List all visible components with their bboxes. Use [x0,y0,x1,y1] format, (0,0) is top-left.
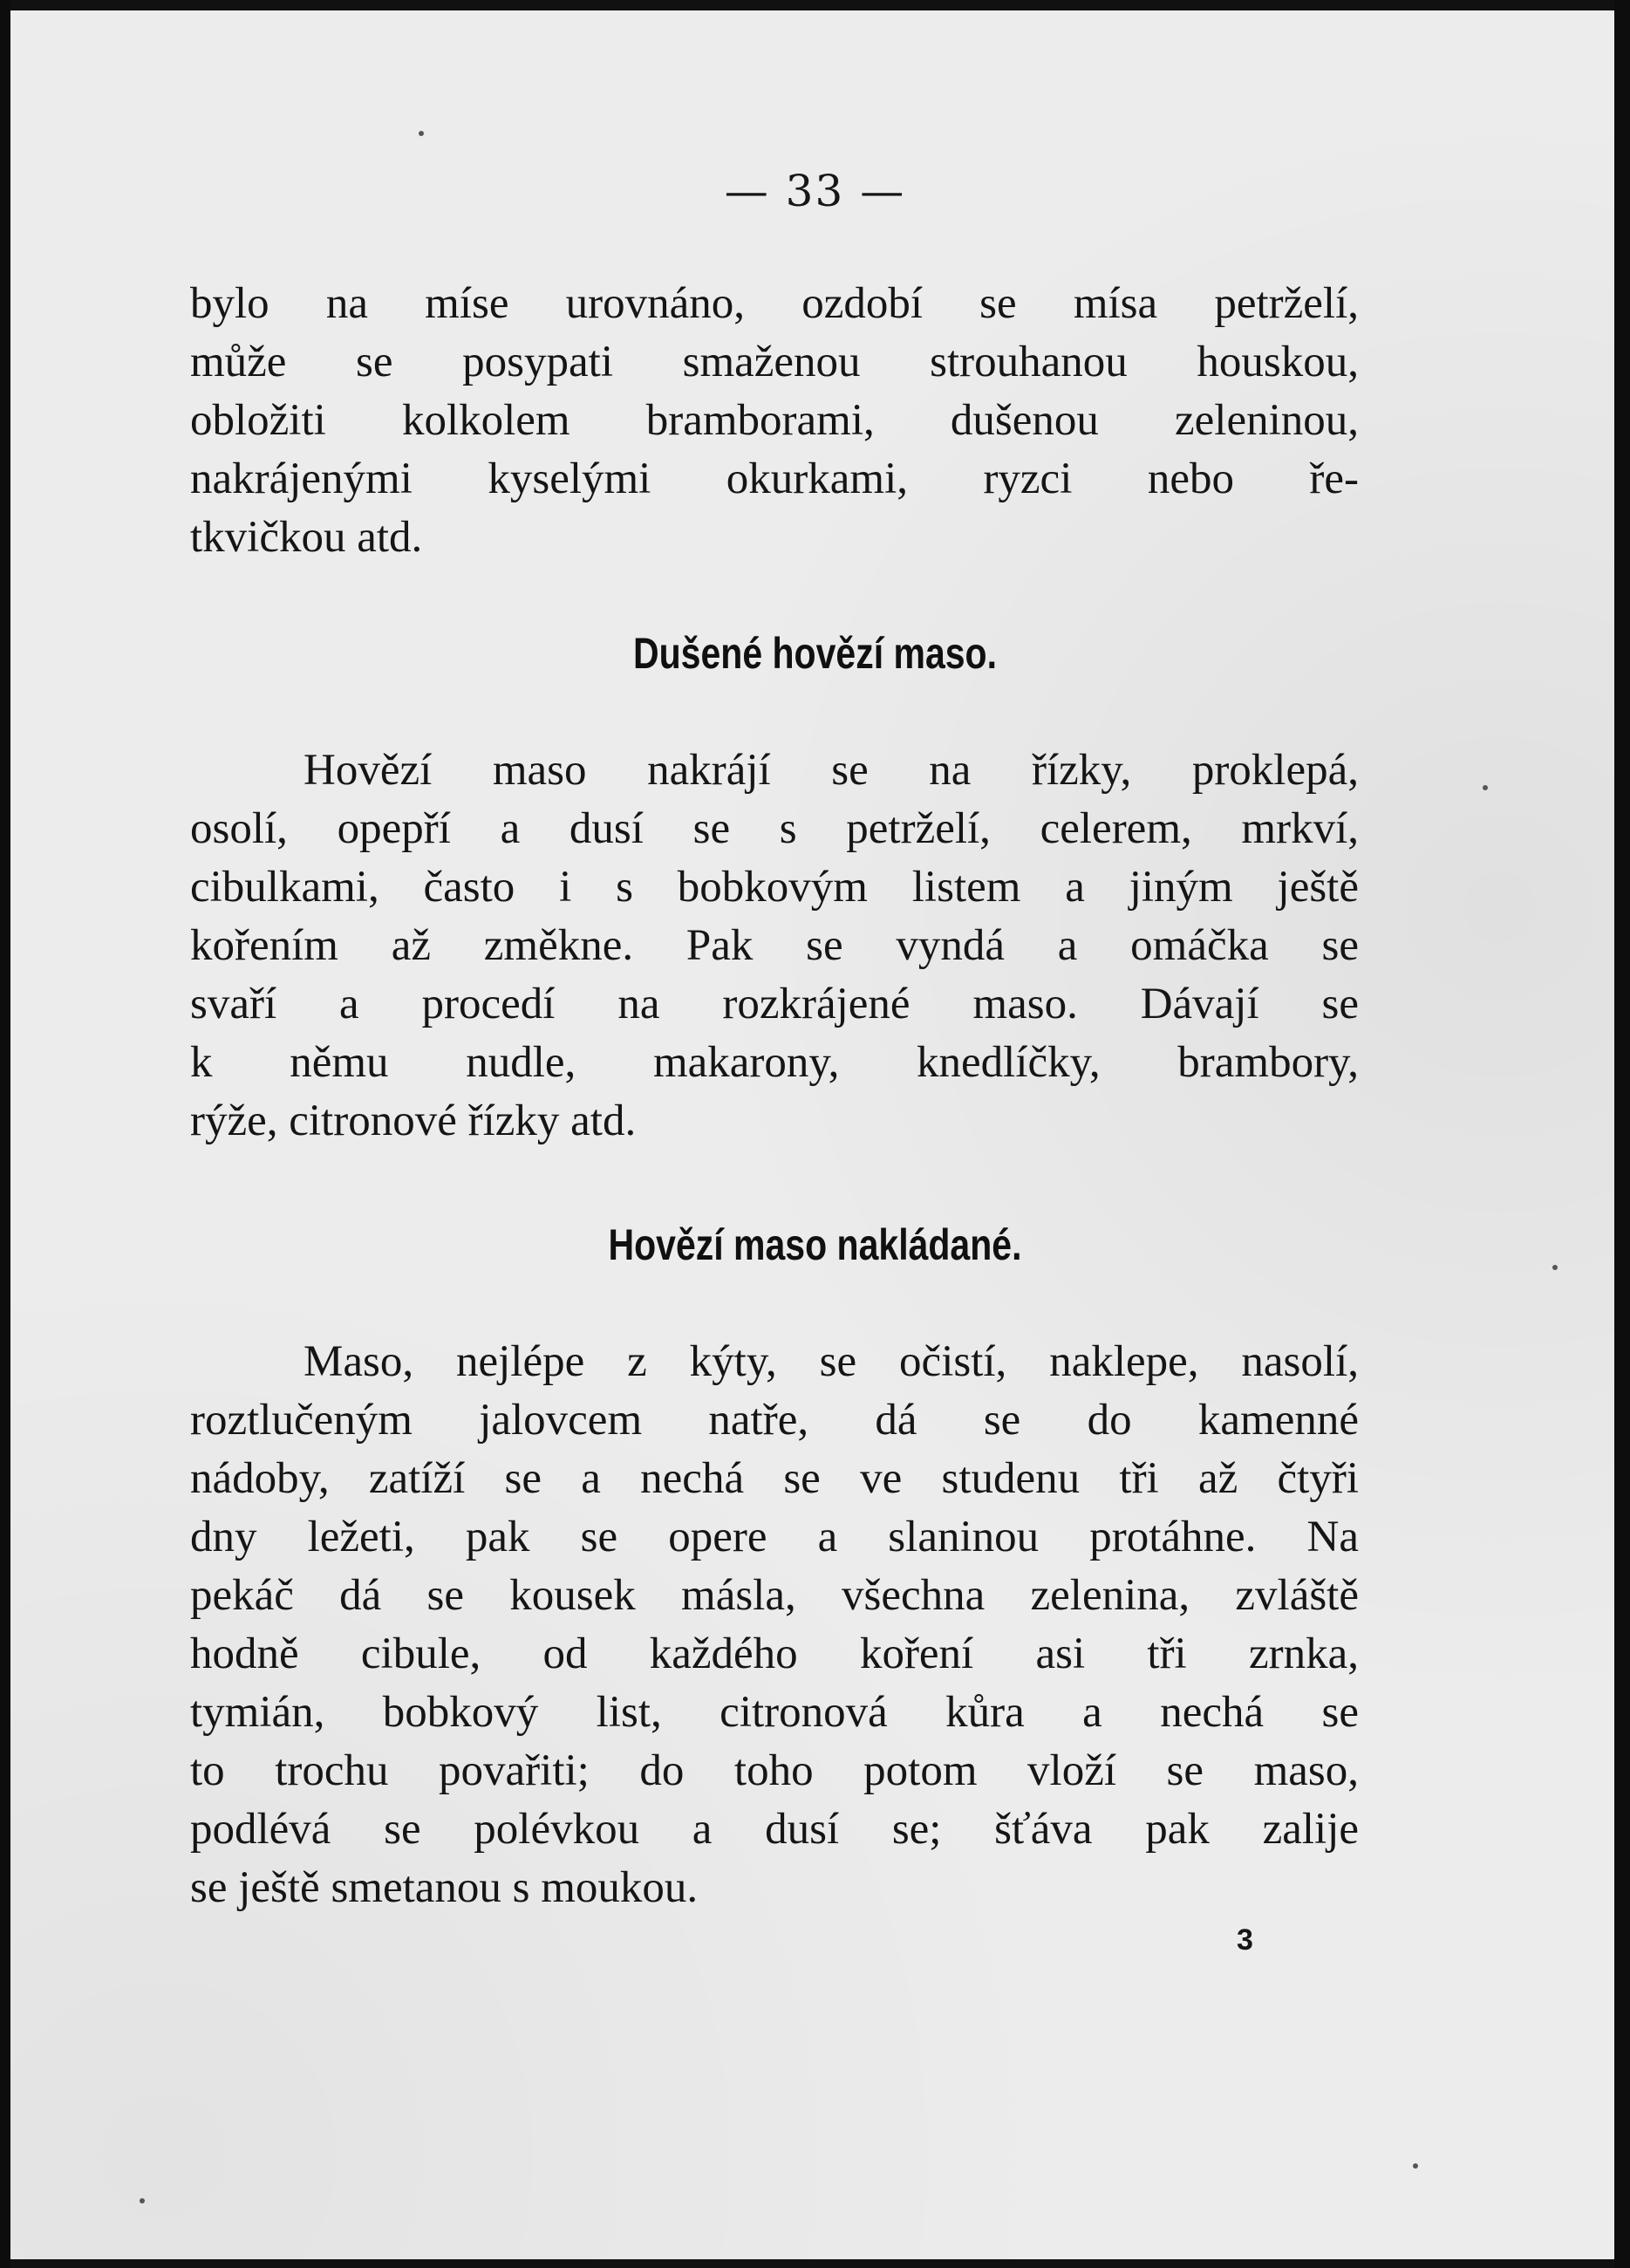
text-line: svaří a procedí na rozkrájené maso. Dávají se [190,980,1359,1028]
text-line: hodně cibule, od každého koření asi tři zrnka, [190,1629,1359,1678]
text-line: obložiti kolkolem bramborami, dušenou zeleninou, [190,396,1359,445]
section-heading-1: Dušené hovězí maso. [633,629,997,678]
text-line: k němu nudle, makarony, knedlíčky, brambory, [190,1038,1359,1087]
text-line: podlévá se polévkou a dusí se; šťáva pak zalije [190,1805,1359,1854]
paragraph-1 [190,275,1359,567]
text-line: tkvičkou atd. [190,513,423,562]
text-line: nakrájenými kyselými okurkami, ryzci nebo ře- [190,454,1359,503]
scan-border-right [1614,0,1630,2268]
text-line: dny ležeti, pak se opere a slaninou protáhne. Na [190,1513,1359,1561]
text-line: rýže, citronové řízky atd. [190,1096,637,1145]
text-line: se ještě smetanou s moukou. [190,1863,699,1912]
text-line: osolí, opepří a dusí se s petrželí, celerem, mrkví, [190,804,1359,853]
section-heading-2: Hovězí maso nakládané. [608,1220,1022,1269]
scan-speck [140,2198,145,2203]
scan-border-top [0,0,1630,10]
text-line: cibulkami, často i s bobkovým listem a jiným ještě [190,863,1359,912]
text-line: bylo na míse urovnáno, ozdobí se mísa petrželí, [190,279,1359,328]
text-line: Maso, nejlépe z kýty, se očistí, naklepe, nasolí, [303,1337,1359,1386]
text-line: roztlučeným jalovcem natře, dá se do kamenné [190,1396,1359,1445]
page-number: — 33 — [724,166,906,216]
scan-speck [419,131,424,136]
paragraph-2 [190,741,1359,1151]
scan-speck [1552,1265,1558,1270]
text-line: to trochu povařiti; do toho potom vloží se maso, [190,1746,1359,1795]
signature-mark: 3 [1237,1923,1253,1957]
text-line: pekáč dá se kousek másla, všechna zelenina, zvláště [190,1571,1359,1620]
text-line: tymián, bobkový list, citronová kůra a nechá se [190,1688,1359,1737]
text-line: kořením až změkne. Pak se vyndá a omáčka se [190,921,1359,970]
text-line: nádoby, zatíží se a nechá se ve studenu tři až čtyři [190,1454,1359,1503]
text-line: Hovězí maso nakrájí se na řízky, proklepá, [303,746,1359,795]
scan-speck [1483,785,1488,790]
paragraph-3 [190,1333,1359,1917]
scan-border-bottom [0,2259,1630,2268]
scan-border-left [0,0,10,2268]
text-line: může se posypati smaženou strouhanou houskou, [190,338,1359,386]
scan-speck [1413,2163,1418,2169]
